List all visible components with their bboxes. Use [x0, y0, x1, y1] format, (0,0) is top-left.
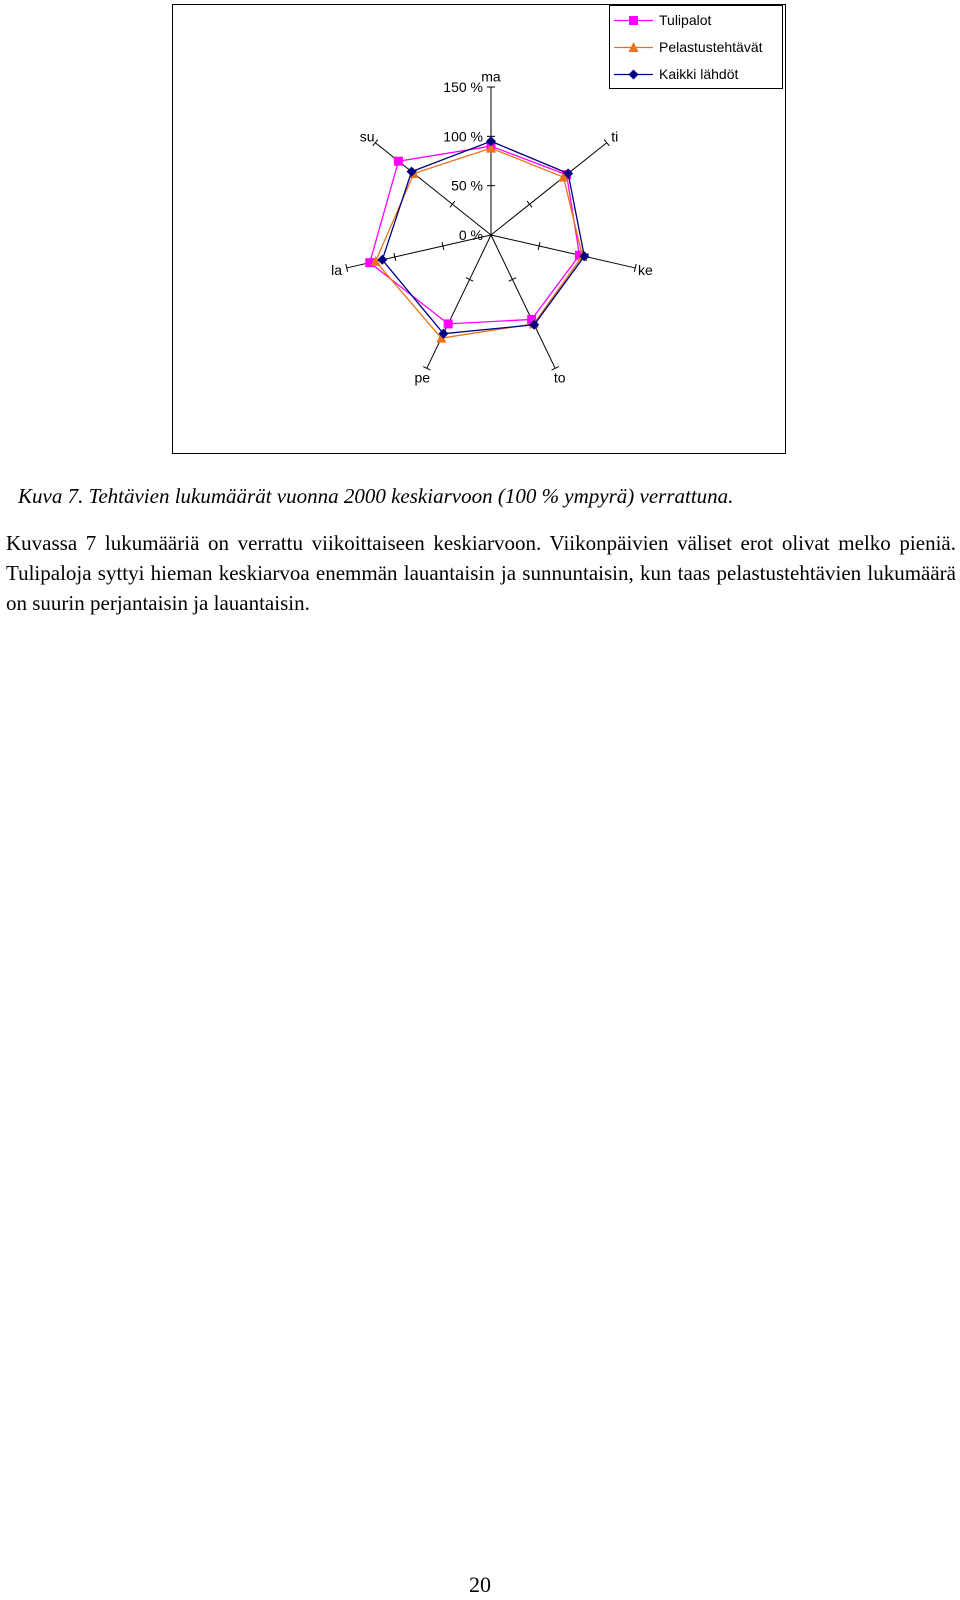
- legend-label: Kaikki lähdöt: [659, 66, 739, 82]
- body-paragraph: Kuvassa 7 lukumääriä on verrattu viikoittaiseen keskiarvoon. Viikonpäivien väliset erot olivat melko pieniä. Tulipaloja syttyi hieman keskiarvoa enemmän lauantaisin ja sunnuntaisin, kun taas pelastustehtävien lukumäärä on suurin perjantaisin ja lauantaisin.: [6, 531, 956, 615]
- axis-tick: [450, 201, 455, 207]
- page-number: 20: [469, 1572, 491, 1597]
- axis-label-la: la: [331, 262, 343, 279]
- legend-label: Tulipalot: [659, 12, 712, 28]
- series-line-1: [376, 148, 583, 338]
- chart-frame: [172, 4, 786, 454]
- legend-marker: [614, 40, 653, 55]
- data-point: [444, 319, 453, 328]
- legend-item: [614, 8, 711, 32]
- axis-label-ma: ma: [481, 68, 501, 85]
- axis-label-pe: pe: [414, 369, 431, 386]
- radial-tick-label: 0 %: [458, 227, 483, 243]
- legend-item: [614, 62, 738, 86]
- axis-label-ke: ke: [637, 262, 653, 279]
- legend-marker: [614, 13, 653, 28]
- legend-item: [614, 35, 763, 59]
- radial-tick-label: 150 %: [443, 79, 483, 95]
- axis-label-su: su: [359, 128, 375, 145]
- radial-tick-label: 50 %: [451, 177, 483, 194]
- axis-label-to: to: [553, 369, 566, 386]
- figure-caption: Kuva 7. Tehtävien lukumäärät vuonna 2000 keskiarvoon (100 % ympyrä) verrattuna.: [18, 484, 734, 508]
- legend-label: Pelastustehtävät: [659, 39, 763, 55]
- axis-tick: [466, 278, 473, 281]
- axis-tick: [604, 140, 609, 146]
- axis-tick: [527, 201, 532, 207]
- axis-tick: [509, 278, 516, 281]
- legend-marker: [614, 67, 653, 82]
- radial-tick-label: 100 %: [443, 128, 483, 145]
- legend: [609, 5, 783, 89]
- axis-ti: [491, 143, 607, 235]
- axis-pe: [427, 235, 491, 368]
- axis-ke: [491, 235, 635, 268]
- axis-label-ti: ti: [611, 128, 619, 145]
- data-point: [394, 157, 403, 166]
